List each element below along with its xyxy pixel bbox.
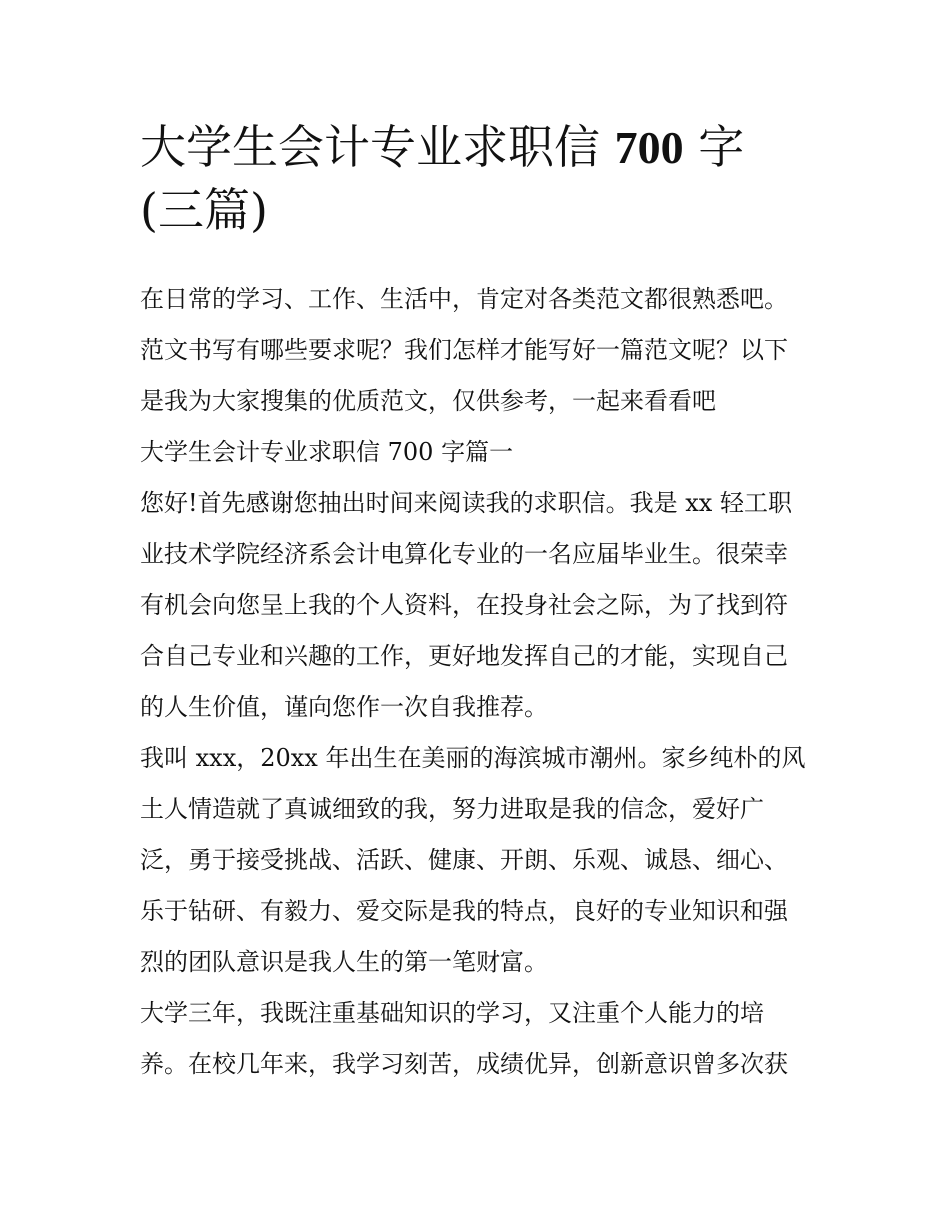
section-heading: 大学生会计专业求职信 700 字篇一: [140, 438, 514, 466]
title-number: 700: [614, 122, 684, 173]
body-line-3: 是我为大家搜集的优质范文，仅供参考，一起来看看吧: [140, 387, 716, 415]
body-line-14: 烈的团队意识是我人生的第一笔财富。: [140, 948, 548, 976]
body-line-16: 养。在校几年来，我学习刻苦，成绩优异，创新意识曾多次获: [140, 1050, 788, 1078]
title-text-part1: 大学生会计专业求职信: [140, 120, 615, 174]
body-line-11: 土人情造就了真诚细致的我，努力进取是我的信念，爱好广: [140, 795, 764, 823]
body-line-13: 乐于钻研、有毅力、爱交际是我的特点，良好的专业知识和强: [140, 897, 788, 925]
body-line-6: 业技术学院经济系会计电算化专业的一名应届毕业生。很荣幸: [140, 540, 788, 568]
body-line-15: 大学三年，我既注重基础知识的学习，又注重个人能力的培: [140, 999, 764, 1027]
body-line-12: 泛，勇于接受挑战、活跃、健康、开朗、乐观、诚恳、细心、: [140, 846, 788, 874]
body-line-10: 我叫 xxx，20xx 年出生在美丽的海滨城市潮州。家乡纯朴的风: [140, 744, 806, 772]
title-text-part2: 字: [683, 120, 745, 174]
body-line-5: 您好!首先感谢您抽出时间来阅读我的求职信。我是 xx 轻工职: [140, 489, 792, 517]
document-title: [140, 116, 840, 241]
body-line-7: 有机会向您呈上我的个人资料，在投身社会之际，为了找到符: [140, 591, 788, 619]
body-line-2: 范文书写有哪些要求呢？我们怎样才能写好一篇范文呢？以下: [140, 336, 788, 364]
body-line-8: 合自己专业和兴趣的工作，更好地发挥自己的才能，实现自己: [140, 642, 788, 670]
body-line-9: 的人生价值，谨向您作一次自我推荐。: [140, 693, 548, 721]
body-line-1: 在日常的学习、工作、生活中，肯定对各类范文都很熟悉吧。: [140, 285, 788, 313]
title-line2: (三篇): [140, 183, 268, 237]
